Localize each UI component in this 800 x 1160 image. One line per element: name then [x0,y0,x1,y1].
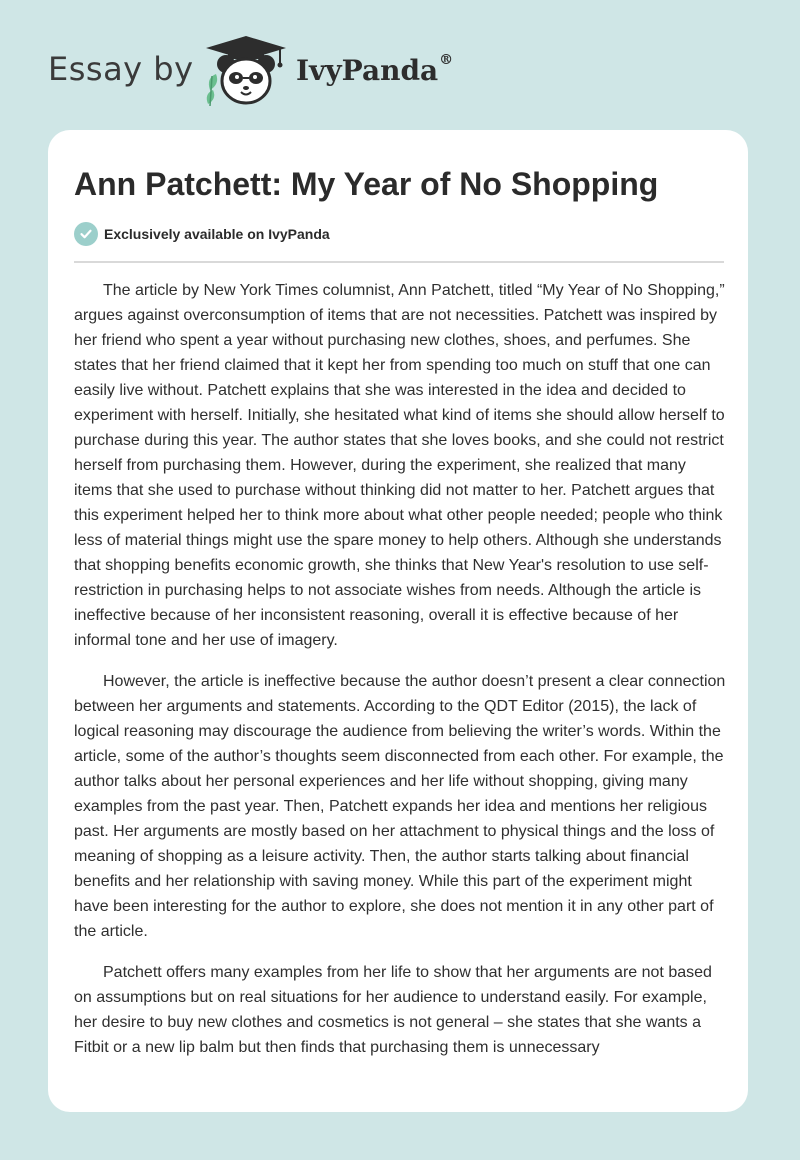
brand-logotype [296,54,453,87]
panda-graduate-icon [200,34,292,108]
badge-text: Exclusively available on IvyPanda [104,226,330,242]
exclusive-badge [74,222,330,246]
essay-card [48,130,748,1112]
essay-paragraph: However, the article is ineffective because the author doesn’t present a clear connection between her arguments and statements. According to the QDT Editor (2015), the lack of logical reasoning may discourage the audience from believing the writer’s words. Within the article, some of the author’s thoughts seem disconnected from each other. For example, the author talks about her personal experiences and her life without shopping, giving many examples from the past year. Then, Patchett expands her idea and mentions her religious past. Her arguments are mostly based on her attachment to physical things and the loss of meaning of shopping as a leisure activity. Then, the author starts talking about financial benefits and her relationship with saving money. While this part of the experiment might have been interesting for the author to explore, she does not mention it in any other part of the article. [74,673,726,940]
site-header [0,0,800,130]
essay-body [74,278,726,1076]
title-divider [74,261,724,263]
essay-by-label: Essay by [48,50,194,88]
essay-paragraph: The article by New York Times columnist, Ann Patchett, titled “My Year of No Shopping,” argues against overconsumption of items that are not necessities. Patchett was inspired by her friend who spent a year without purchasing new clothes, shoes, and perfumes. She states that her friend claimed that it kept her from spending too much on stuff that one can easily live without. Patchett explains that she was interested in the idea and decided to experiment with herself. Initially, she hesitated what kind of items she should allow herself to purchase during this year. The author states that she loves books, and she could not restrict herself from purchasing them. However, during the experiment, she realized that many items that she used to purchase without thinking did not matter to her. Patchett argues that this experiment helped her to think more about what other people needed; people who think less of material things might use the spare money to help others. Although she understands that shopping benefits economic growth, she thinks that New Year's resolution to use self-restriction in purchasing helps to not associate wishes from needs. Although the article is ineffective because of her inconsistent reasoning, overall it is effective because of her informal tone and her use of imagery. [74,282,725,649]
essay-paragraph: Patchett offers many examples from her life to show that her arguments are not based on assumptions but on real situations for her audience to understand easily. For example, her desire to buy new clothes and cosmetics is not general – she states that she wants a Fitbit or a new lip balm but then finds that purchasing them is unnecessary [74,964,712,1056]
brand-name: IvyPanda [296,54,439,87]
check-icon [74,222,98,246]
essay-title: Ann Patchett: My Year of No Shopping [74,166,659,202]
registered-mark: ® [439,52,454,68]
